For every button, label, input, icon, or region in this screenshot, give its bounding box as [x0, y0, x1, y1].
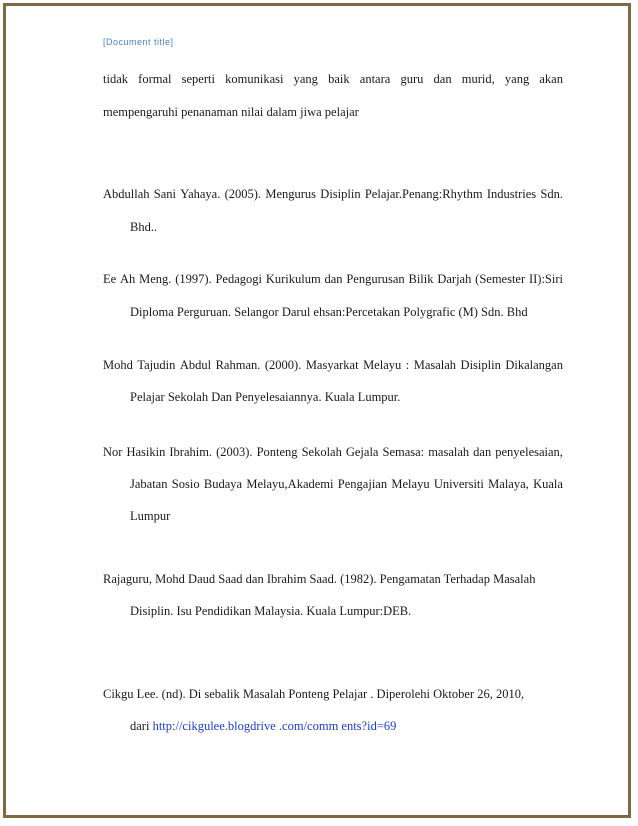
word: Dikalangan	[505, 358, 563, 372]
word: yang	[293, 72, 318, 86]
word: yang	[504, 72, 530, 86]
word: Gejala	[345, 445, 379, 459]
word: Melayu	[391, 477, 430, 491]
reference-nor-hasikin-line-3: Lumpur	[130, 509, 171, 523]
word: Mohd	[103, 358, 133, 372]
word: II):Siri	[528, 272, 563, 286]
word: penyelesaian,	[495, 445, 563, 459]
word: komunikasi	[225, 72, 284, 86]
word: Budaya	[203, 477, 243, 491]
word: Ponteng	[256, 445, 298, 459]
word: Darjah	[437, 272, 472, 286]
word: antara	[359, 72, 391, 86]
word: Pengurusan	[346, 272, 405, 286]
reference-cikgu-lee-link[interactable]: http://cikgulee.blogdrive .com/comm ents?id=69	[152, 719, 397, 733]
word: baik	[328, 72, 350, 86]
word: Melayu,Akademi	[246, 477, 334, 491]
intro-line-1	[103, 72, 563, 87]
word: Kurikulum	[265, 272, 321, 286]
word: Masalah	[413, 358, 457, 372]
word: Abdul	[179, 358, 212, 372]
word: Ee	[103, 272, 117, 286]
word: Sosio	[171, 477, 200, 491]
word: (1997).	[175, 272, 212, 286]
word: tidak	[103, 72, 128, 86]
reference-nor-hasikin-line-1	[103, 445, 563, 460]
word: Yahaya.	[180, 187, 221, 201]
word: Tajudin	[137, 358, 176, 372]
word: :	[405, 358, 410, 372]
word: dan	[433, 72, 452, 86]
reference-rajaguru-line-2: Disiplin. Isu Pendidikan Malaysia. Kuala Lumpur:DEB.	[130, 604, 412, 618]
word: Disiplin	[320, 187, 361, 201]
word: Masyarkat	[305, 358, 359, 372]
word: Abdullah	[103, 187, 150, 201]
reference-cikgu-lee-line-2	[130, 719, 396, 734]
word: Hasikin	[126, 445, 166, 459]
word: dan	[473, 445, 492, 459]
reference-cikgu-lee-line-1: Cikgu Lee. (nd). Di sebalik Masalah Ponteng Pelajar . Diperolehi Oktober 26, 2010,	[103, 687, 525, 701]
word: Semasa:	[382, 445, 425, 459]
word: Sekolah	[301, 445, 342, 459]
word: Pedagogi	[215, 272, 262, 286]
word: Sdn.	[540, 187, 563, 201]
word: murid,	[461, 72, 495, 86]
word: Industries	[486, 187, 537, 201]
word: Rahman.	[215, 358, 261, 372]
word: Melayu	[363, 358, 402, 372]
reference-nor-hasikin-line-2	[130, 477, 563, 492]
word: seperti	[181, 72, 215, 86]
reference-abdullah-line-2: Bhd..	[130, 220, 158, 234]
reference-mohd-tajudin-line-1	[103, 358, 563, 373]
word: (2000).	[264, 358, 302, 372]
reference-ee-ah-meng-line-1	[103, 272, 563, 287]
word: Pelajar.Penang:Rhythm	[364, 187, 483, 201]
word: Mengurus	[265, 187, 317, 201]
word: guru	[400, 72, 424, 86]
word: akan	[539, 72, 563, 86]
word: Ah	[120, 272, 136, 286]
reference-abdullah-line-1	[103, 187, 563, 202]
word: (2005).	[224, 187, 262, 201]
reference-ee-ah-meng-line-2: Diploma Perguruan. Selangor Darul ehsan:Percetakan Polygrafic (M) Sdn. Bhd	[130, 305, 528, 319]
word: Kuala	[533, 477, 563, 491]
word: Ibrahim.	[169, 445, 213, 459]
word: Jabatan	[130, 477, 168, 491]
reference-cikgu-lee-prefix: dari	[130, 719, 153, 733]
word: Bilik	[408, 272, 434, 286]
word: Malaya,	[488, 477, 529, 491]
word: (Semester	[475, 272, 526, 286]
word: dan	[324, 272, 343, 286]
word: masalah	[428, 445, 470, 459]
reference-mohd-tajudin-line-2: Pelajar Sekolah Dan Penyelesaiannya. Kuala Lumpur.	[130, 390, 401, 404]
intro-line-2: mempengaruhi penanaman nilai dalam jiwa pelajar	[103, 105, 359, 119]
word: Disiplin	[460, 358, 501, 372]
document-title-header: [Document title]	[103, 37, 174, 47]
word: Nor	[103, 445, 123, 459]
word: Meng.	[139, 272, 172, 286]
word: (2003).	[216, 445, 253, 459]
reference-rajaguru-line-1: Rajaguru, Mohd Daud Saad dan Ibrahim Saad. (1982). Pengamatan Terhadap Masalah	[103, 572, 536, 586]
word: Pengajian	[337, 477, 388, 491]
word: Universiti	[433, 477, 484, 491]
word: Sani	[153, 187, 177, 201]
word: formal	[138, 72, 172, 86]
